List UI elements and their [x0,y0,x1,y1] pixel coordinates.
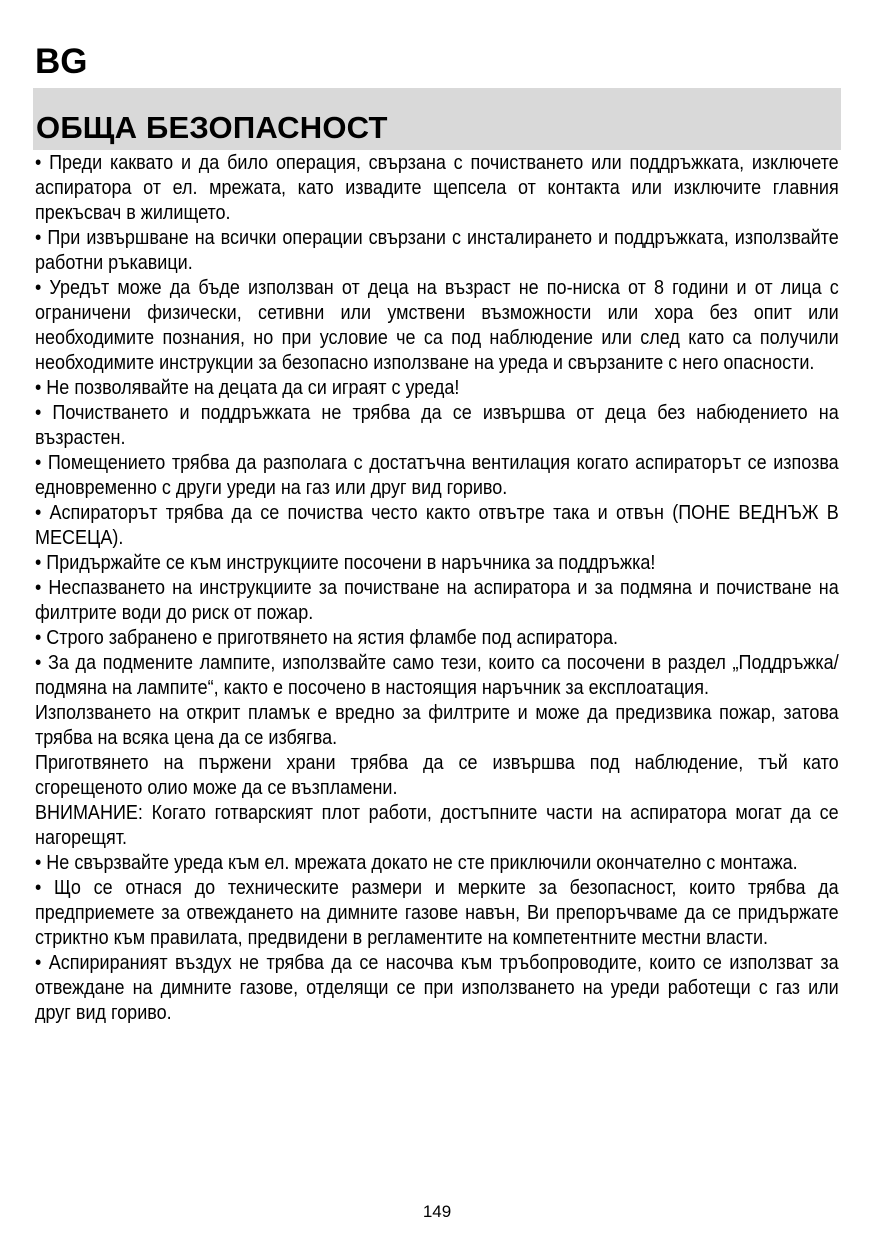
paragraph: • Не позволявайте на децата да си играят с уреда! [35,377,460,399]
paragraph: • Преди каквато и да било операция, свързана с почистването или поддръжката, изключете аспиратора от ел. мрежата, като извадите щепсела от контакта или изключите главния прекъсвач в жилището. [35,152,839,224]
paragraph: • При извършване на всички операции свързани с инсталирането и поддръжката, използвайте работни ръкавици. [35,227,839,274]
page-number: 149 [422,1202,452,1221]
paragraph: • Що се отнася до техническите размери и мерките за безопасност, които трябва да предприемете за отвеждането на димните газове навън, Ви препоръчваме да се придържате стриктно към правилата, предвидени в регламентите на компетентните местни власти. [35,877,839,949]
paragraph: • Помещението трябва да разполага с достатъчна вентилация когато аспираторът се изпозва едновременно с други уреди на газ или друг вид гориво. [35,452,839,499]
body-text [35,151,839,1026]
language-code: BG [35,42,88,81]
paragraph: Приготвянето на пържени храни трябва да се извършва под наблюдение, тъй като сгорещеното олио може да се възпламени. [35,752,839,799]
paragraph: Използването на открит пламък е вредно за филтрите и може да предизвика пожар, затова трябва на всяка цена да се избягва. [35,702,839,749]
paragraph: • Аспираторът трябва да се почиства често както отвътре така и отвън (ПОНЕ ВЕДНЪЖ В МЕСЕЦА). [35,502,839,549]
paragraph: • Уредът може да бъде използван от деца на възраст не по-ниска от 8 години и от лица с ограничени физически, сетивни или умствени възможности или хора без опит или необходимите познания, но при условие че са под наблюдение или след като са получили необходимите инструкции за безопасно използване на уреда и свързаните с него опасности. [35,277,839,374]
paragraph: • Аспирираният въздух не трябва да се насочва към тръбопроводите, които се използват за отвеждане на димните газове, отделящи се при използването на уреди работещи с газ или друг вид гориво. [35,952,839,1024]
paragraph: • За да подмените лампите, използвайте само тези, които са посочени в раздел „Поддръжка/подмяна на лампите“, както е посочено в настоящия наръчник за експлоатация. [35,652,839,699]
section-title: ОБЩА БЕЗОПАСНОСТ [36,110,388,145]
paragraph: • Строго забранено е приготвянето на ястия фламбе под аспиратора. [35,627,618,649]
paragraph: • Не свързвайте уреда към ел. мрежата докато не сте приключили окончателно с монтажа. [35,852,798,874]
paragraph: • Почистването и поддръжката не трябва да се извършва от деца без набюдението на възрастен. [35,402,839,449]
paragraph: ВНИМАНИЕ: Когато готварският плот работи, достъпните части на аспиратора могат да се нагорещят. [35,802,839,849]
paragraph: • Неспазването на инструкциите за почистване на аспиратора и за подмяна и почистване на филтрите води до риск от пожар. [35,577,839,624]
paragraph: • Придържайте се към инструкциите посочени в наръчника за поддръжка! [35,552,656,574]
